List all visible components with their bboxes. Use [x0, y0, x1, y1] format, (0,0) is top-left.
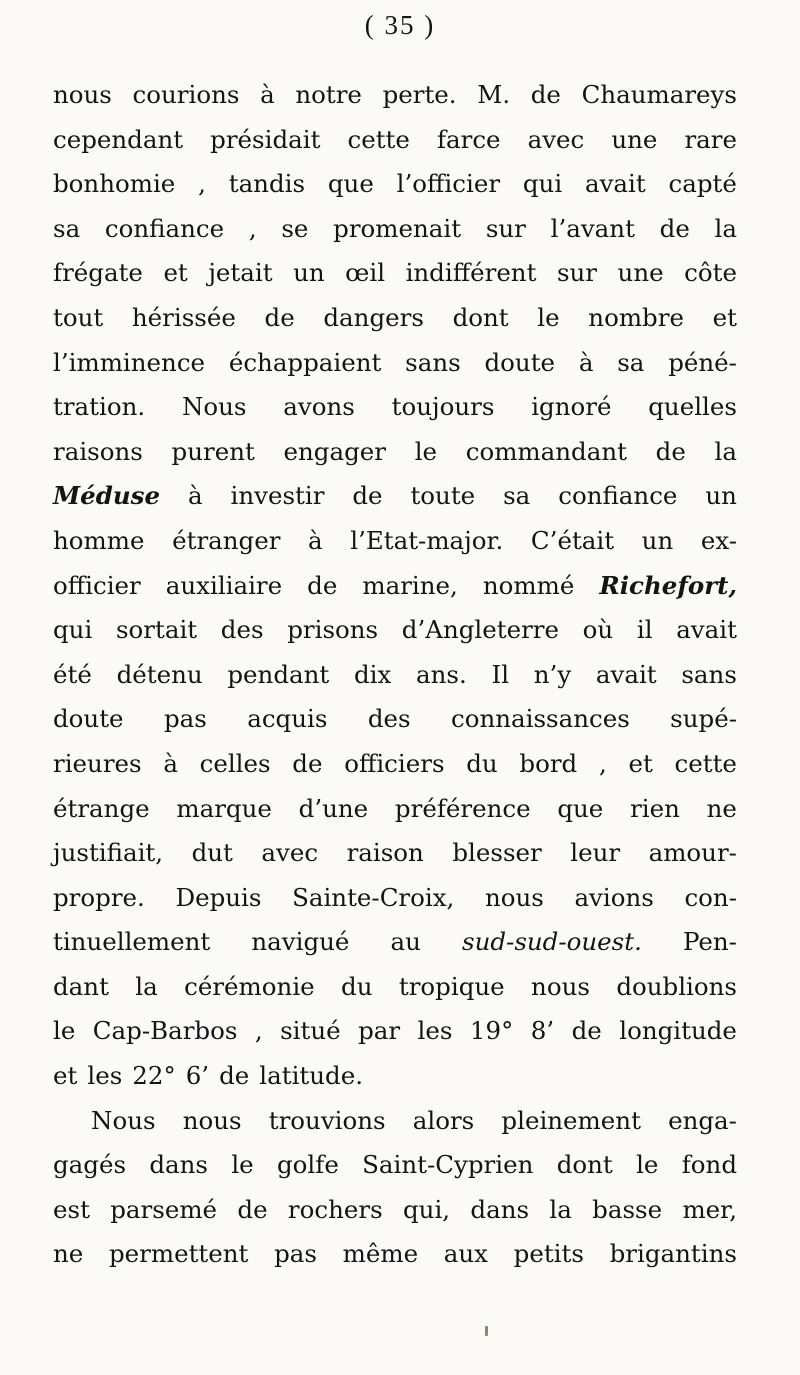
body-text [53, 73, 737, 1277]
text-line: frégate et jetait un œil indifférent sur une côte [53, 258, 737, 288]
text-line: rieures à celles de officiers du bord , et cette [53, 748, 737, 778]
text-line: raisons purent engager le commandant de la [53, 436, 737, 466]
page-number: ( 35 ) [364, 10, 436, 40]
text-line: qui sortait des prisons d’Angleterre où il avait [53, 615, 737, 645]
text-line: et les 22° 6’ de latitude. [53, 1061, 364, 1091]
text-line: nous courions à notre perte. M. de Chaumareys [53, 80, 737, 109]
text-line: propre. Depuis Sainte-Croix, nous avions con- [53, 882, 737, 912]
text-line: ne permettent pas même aux petits brigantins [53, 1239, 737, 1269]
text-line: Nous nous trouvions alors pleinement enga- [91, 1105, 737, 1135]
text-line: tration. Nous avons toujours ignoré quelles [53, 392, 737, 422]
text-line: est parsemé de rochers qui, dans la basse mer, [53, 1194, 737, 1224]
text-line: été détenu pendant dix ans. Il n’y avait sans [53, 659, 737, 689]
text-line: homme étranger à l’Etat-major. C’était un ex- [53, 525, 737, 555]
text-line: sa confiance , se promenait sur l’avant de la [53, 213, 737, 243]
text-line: l’imminence échappaient sans doute à sa péné- [53, 347, 737, 377]
text-line: doute pas acquis des connaissances supé- [53, 704, 737, 734]
text-line: étrange marque d’une préférence que rien ne [53, 793, 737, 823]
text-line: cependant présidait cette farce avec une rare [53, 124, 737, 154]
text-line: tout hérissée de dangers dont le nombre et [53, 302, 737, 332]
text-line: officier auxiliaire de marine, nommé Richefort, [53, 570, 737, 600]
text-line: Méduse à investir de toute sa confiance un [53, 481, 737, 511]
text-line: bonhomie , tandis que l’officier qui avait capté [53, 169, 737, 199]
text-line: le Cap-Barbos , situé par les 19° 8’ de longitude [53, 1016, 737, 1046]
text-line: gagés dans le golfe Saint-Cyprien dont le fond [53, 1150, 737, 1180]
ink-speck [485, 1326, 488, 1336]
text-line: justifiait, dut avec raison blesser leur amour- [53, 838, 737, 868]
text-line: dant la cérémonie du tropique nous doublions [53, 971, 737, 1001]
text-line: tinuellement navigué au sud-sud-ouest. Pen- [53, 927, 737, 957]
